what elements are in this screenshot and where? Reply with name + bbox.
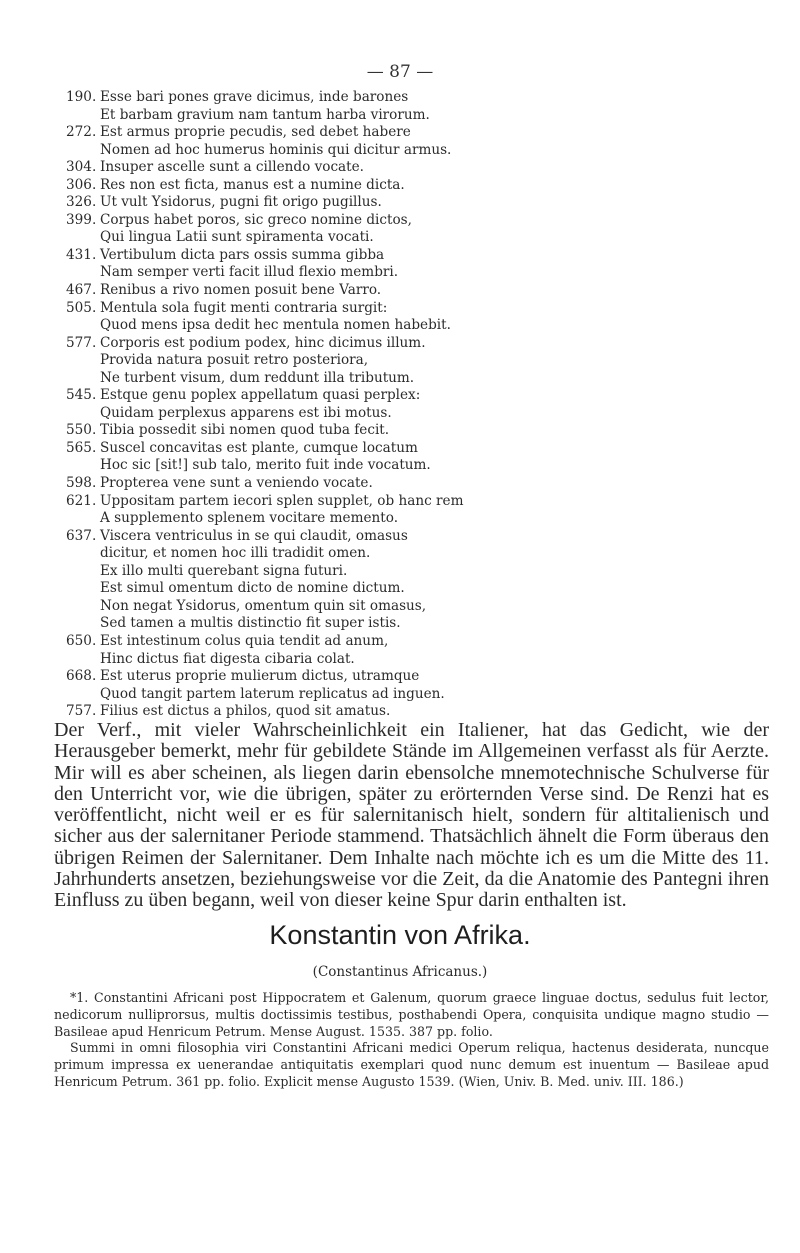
verse-text: Hinc dictus fiat digesta cibaria colat. <box>100 650 355 667</box>
verse-line <box>66 668 766 686</box>
verse-text: Vertibulum dicta pars ossis summa gibba <box>100 246 385 263</box>
verse-line <box>66 335 766 353</box>
verse-text: Est armus proprie pecudis, sed debet habere <box>100 124 411 141</box>
verse-text: Provida natura posuit retro posteriora, <box>100 352 369 369</box>
verse-text: Renibus a rivo nomen posuit bene Varro. <box>100 282 382 299</box>
verse-continuation-line <box>66 545 766 563</box>
verse-number: 467. <box>66 282 97 299</box>
verse-continuation-line <box>66 457 766 475</box>
verse-number: 304. <box>66 159 97 176</box>
page-number: — 87 — <box>366 62 434 82</box>
verse-text: Insuper ascelle sunt a cillendo vocate. <box>100 159 364 176</box>
verse-text: Sed tamen a multis distinctio fit super istis. <box>100 615 401 632</box>
verse-number: 550. <box>66 422 97 439</box>
verse-line <box>66 89 766 107</box>
verse-text: Filius est dictus a philos, quod sit amatus. <box>100 703 391 720</box>
verse-line <box>66 282 766 300</box>
verse-number: 399. <box>66 211 97 228</box>
verse-text: Ex illo multi querebant signa futuri. <box>100 562 348 579</box>
bibliography-entry: *1. Constantini Africani post Hippocratem et Galenum, quorum graece linguae doctus, sedulus fuit lector, nedicorum nulliprorsus, multis doctissimis testibus, posthabendi Opera, conquisita undique magno studio — Basileae apud Henricum Petrum. Mense August. 1535. 387 pp. folio. <box>54 990 769 1039</box>
verse-text: Quod tangit partem laterum replicatus ad inguen. <box>100 685 445 702</box>
verse-continuation-line <box>66 510 766 528</box>
verse-continuation-line <box>66 563 766 581</box>
verse-text: Esse bari pones grave dicimus, inde barones <box>100 89 409 105</box>
verse-number: 326. <box>66 194 97 211</box>
verse-text: Qui lingua Latii sunt spiramenta vocati. <box>100 229 374 246</box>
verse-text: Est intestinum colus quia tendit ad anum, <box>100 632 389 649</box>
verse-text: A supplemento splenem vocitare memento. <box>100 510 399 527</box>
verse-text: Quidam perplexus apparens est ibi motus. <box>100 404 392 421</box>
verse-text: Corpus habet poros, sic greco nomine dictos, <box>100 211 412 228</box>
verse-number: 621. <box>66 492 97 509</box>
verse-number: 598. <box>66 475 97 492</box>
verse-text: Res non est ficta, manus est a numine dicta. <box>100 176 405 193</box>
verse-line <box>66 247 766 265</box>
verse-continuation-line <box>66 686 766 704</box>
verse-continuation-line <box>66 229 766 247</box>
verse-continuation-line <box>66 651 766 669</box>
verse-number: 650. <box>66 632 97 649</box>
verse-line <box>66 475 766 493</box>
verse-continuation-line <box>66 405 766 423</box>
verse-line <box>66 300 766 318</box>
verse-line <box>66 124 766 142</box>
verse-continuation-line <box>66 580 766 598</box>
verse-continuation-line <box>66 264 766 282</box>
verse-text: Quod mens ipsa dedit hec mentula nomen habebit. <box>100 317 451 334</box>
verse-line <box>66 387 766 405</box>
section-subtitle: (Constantinus Africanus.) <box>312 964 488 980</box>
verse-line <box>66 177 766 195</box>
verse-text: Corporis est podium podex, hinc dicimus illum. <box>100 334 426 351</box>
verse-continuation-line <box>66 598 766 616</box>
verse-text: Nam semper verti facit illud flexio membri. <box>100 264 399 281</box>
verse-number: 190. <box>66 89 97 105</box>
verse-text: Non negat Ysidorus, omentum quin sit omasus, <box>100 597 427 614</box>
verse-number: 306. <box>66 176 97 193</box>
verse-continuation-line <box>66 352 766 370</box>
verse-text: Est simul omentum dicto de nomine dictum. <box>100 580 405 597</box>
verse-list <box>66 89 766 721</box>
commentary-paragraph <box>54 720 769 912</box>
verse-number: 637. <box>66 527 97 544</box>
verse-line <box>66 159 766 177</box>
verse-text: Tibia possedit sibi nomen quod tuba fecit. <box>100 422 390 439</box>
verse-continuation-line <box>66 317 766 335</box>
verse-line <box>66 633 766 651</box>
bibliography-entry: Summi in omni filosophia viri Constantini Africani medici Operum reliqua, hactenus desiderata, nuncque primum impressa ex uenerandae antiquitatis exemplari quod nunc demum est inuentum — Basileae apud Henricum Petrum. 361 pp. folio. Explicit mense Augusto 1539. (Wien, Univ. B. Med. univ. III. 186.) <box>54 1040 769 1089</box>
verse-number: 565. <box>66 439 97 456</box>
verse-text: Et barbam gravium nam tantum harba virorum. <box>100 106 430 123</box>
verse-number: 668. <box>66 668 97 685</box>
verse-text: Mentula sola fugit menti contraria surgit: <box>100 299 388 316</box>
verse-line <box>66 212 766 230</box>
verse-text: Uppositam partem iecori splen supplet, ob hanc rem <box>100 492 464 509</box>
verse-number: 272. <box>66 124 97 141</box>
verse-number: 757. <box>66 703 97 720</box>
verse-number: 577. <box>66 334 97 351</box>
section-title: Konstantin von Afrika. <box>269 920 531 950</box>
verse-text: dicitur, et nomen hoc illi tradidit omen. <box>100 545 371 562</box>
verse-line <box>66 422 766 440</box>
verse-continuation-line <box>66 615 766 633</box>
verse-continuation-line <box>66 370 766 388</box>
verse-text: Est uterus proprie mulierum dictus, utramque <box>100 668 420 685</box>
verse-line <box>66 493 766 511</box>
verse-number: 431. <box>66 246 97 263</box>
verse-text: Ne turbent visum, dum reddunt illa tributum. <box>100 369 415 386</box>
verse-text: Propterea vene sunt a veniendo vocate. <box>100 475 373 492</box>
verse-line <box>66 440 766 458</box>
verse-text: Nomen ad hoc humerus hominis qui dicitur armus. <box>100 141 452 158</box>
verse-text: Estque genu poplex appellatum quasi perplex: <box>100 387 421 404</box>
verse-number: 505. <box>66 299 97 316</box>
commentary-text: Der Verf., mit vieler Wahrscheinlichkeit ein Italiener, hat das Gedicht, wie der Herausgeber bemerkt, mehr für gebildete Stände im Allgemeinen verfasst als für Aerzte. Mir will es aber scheinen, als liegen darin ebensolche mnemotechnische Schulverse für den Unterricht vor, wie die übrigen, später zu erörternden Verse sind. De Renzi hat es veröffentlicht, nicht weil er es für salernitanisch hielt, sondern für altitalienisch und sicher aus der salernitaner Periode stammend. Thatsächlich ähnelt die Form überaus den übrigen Reimen der Salernitaner. Dem Inhalte nach möchte ich es um die Mitte des 11. Jahrhunderts ansetzen, beziehungsweise vor die Zeit, da die Anatomie des Pantegni ihren Einfluss zu üben begann, weil von dieser keine Spur darin enthalten ist. <box>54 719 769 912</box>
verse-continuation-line <box>66 142 766 160</box>
verse-text: Hoc sic [sit!] sub talo, merito fuit inde vocatum. <box>100 457 431 474</box>
verse-text: Viscera ventriculus in se qui claudit, omasus <box>100 527 408 544</box>
verse-line <box>66 528 766 546</box>
verse-line <box>66 194 766 212</box>
verse-number: 545. <box>66 387 97 404</box>
verse-text: Ut vult Ysidorus, pugni fit origo pugillus. <box>100 194 382 211</box>
verse-continuation-line <box>66 107 766 125</box>
bibliography-notes <box>54 990 769 1091</box>
verse-text: Suscel concavitas est plante, cumque locatum <box>100 439 418 456</box>
